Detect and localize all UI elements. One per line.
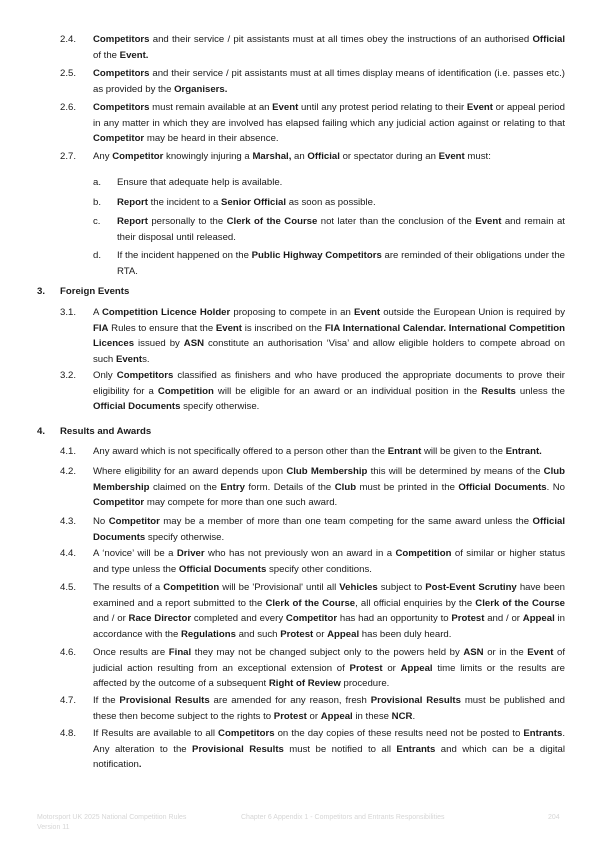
clause-number: 4.7. [60,695,77,706]
clause-2-4: Competitors and their service / pit assistants must at all times obey the instructions of an authorised Official of the Event. [93,34,565,61]
clause-number: 3.1. [60,307,77,318]
section-title: Results and Awards [60,426,152,437]
clause-number: 2.7. [60,151,77,162]
subclause-letter: b. [93,197,102,208]
footer-chapter: Chapter 6 Appendix 1 - Competitors and Entrants Responsibilities [241,814,445,821]
clause-4-6: Once results are Final they may not be changed subject only to the powers held by ASN or in the Event of judicial action resulting from an exceptional extension of Protest or Appeal time limits or the results are affected by the outcome of a subsequent Right of Review procedure. [93,647,565,690]
clause-4-4: A ‘novice’ will be a Driver who has not previously won an award in a Competition of similar or higher status and type unless the Official Documents specify other conditions. [93,548,565,575]
clause-number: 4.5. [60,582,77,593]
subclause-a: Ensure that adequate help is available. [117,177,283,188]
subclause-c: Report personally to the Clerk of the Course not later than the conclusion of the Event and remain at their disposal until released. [117,216,565,243]
subclause-letter: d. [93,250,102,261]
clause-number: 4.6. [60,647,77,658]
clause-4-5: The results of a Competition will be 'Provisional' until all Vehicles subject to Post-Event Scrutiny have been examined and a report submitted to the Clerk of the Course, all official enquiries by the Clerk of the Course and / or Race Director completed and every Competitor has had an opportunity to Protest and / or Appeal in accordance with the Regulations and such Protest or Appeal has been duly heard. [93,582,566,640]
footer-page-number: 204 [548,814,560,821]
clause-3-1: A Competition Licence Holder proposing to compete in an Event outside the European Union is required by FIA Rules to ensure that the Event is inscribed on the FIA International Calendar. International Competition Licences issued by ASN constitute an authorisation ‘Visa’ and allow eligible holders to compete abroad on such Events. [93,307,566,365]
section-number: 3. [37,286,46,297]
clause-2-5: Competitors and their service / pit assistants must at all times display means of identification (i.e. passes etc.) as provided by the Organisers. [93,68,565,95]
clause-number: 4.8. [60,728,77,739]
clause-number: 2.4. [60,34,77,45]
clause-number: 4.3. [60,516,77,527]
clause-number: 2.6. [60,102,77,113]
clause-number: 4.2. [60,466,77,477]
clause-number: 4.4. [60,548,77,559]
subclause-d: If the incident happened on the Public Highway Competitors are reminded of their obligations under the RTA. [117,250,565,277]
footer-left [37,813,186,832]
clause-4-3: No Competitor may be a member of more than one team competing for the same award unless the Official Documents specify otherwise. [93,516,566,543]
clause-number: 2.5. [60,68,77,79]
section-title: Foreign Events [60,286,130,297]
footer-version: Version 11 [37,823,70,831]
clause-2-6: Competitors must remain available at an Event until any protest period relating to their Event or appeal period in any matter in which they are involved has elapsed failing which any judicial action against or relating to that Competitor may be heard in their absence. [93,102,565,145]
clause-3-2: Only Competitors classified as finishers and who have produced the appropriate documents to prove their eligibility for a Competition will be eligible for an award or an individual position in the Results unless the Official Documents specify otherwise. [93,370,565,413]
clause-number: 3.2. [60,370,77,381]
clause-number: 4.1. [60,446,77,457]
subclause-b: Report the incident to a Senior Official as soon as possible. [117,197,376,208]
footer-rulebook-title: Motorsport UK 2025 National Competition Rules [37,814,187,821]
section-number: 4. [37,426,46,437]
clause-4-1: Any award which is not specifically offered to a person other than the Entrant will be given to the Entrant. [93,446,542,457]
clause-4-7: If the Provisional Results are amended for any reason, fresh Provisional Results must be published and these then become subject to the rights to Protest or Appeal in these NCR. [93,695,565,722]
subclause-letter: c. [93,216,101,227]
clause-4-2: Where eligibility for an award depends upon Club Membership this will be determined by means of the Club Membership claimed on the Entry form. Details of the Club must be printed in the Official Documents. No Competitor may compete for more than one such award. [93,466,565,509]
subclause-letter: a. [93,177,102,188]
clause-4-8: If Results are available to all Competitors on the day copies of these results need not be posted to Entrants. Any alteration to the Provisional Results must be notified to all Entrants and which can be a digital notification. [93,728,565,771]
clause-2-7: Any Competitor knowingly injuring a Marshal, an Official or spectator during an Event must: [93,151,491,162]
